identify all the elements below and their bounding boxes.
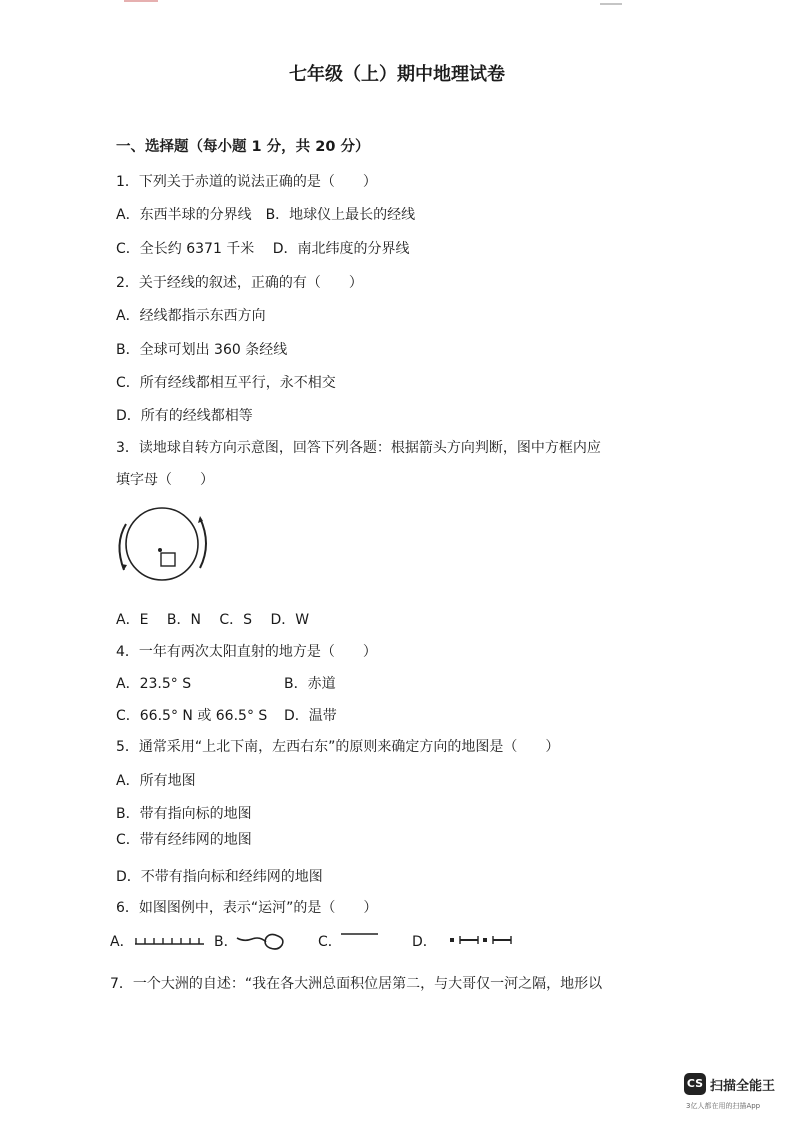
q3-stem-line2: 填字母（ ） xyxy=(116,472,214,488)
pole-dot xyxy=(158,548,162,552)
q5-option-d: D．不带有指向标和经纬网的地图 xyxy=(116,869,323,885)
earth-rotation-figure xyxy=(112,502,212,582)
answer-box xyxy=(161,553,175,566)
q2-option-b: B．全球可划出 360 条经线 xyxy=(116,342,288,358)
q1-options-row2: C．全长约 6371 千米 D．南北纬度的分界线 xyxy=(116,241,410,257)
plain-line-symbol-icon xyxy=(340,930,380,940)
q5-option-c: C．带有经纬网的地图 xyxy=(116,832,252,848)
q4-option-b: B．赤道 xyxy=(284,676,336,692)
scan-artifact-left xyxy=(124,0,158,2)
scanner-watermark xyxy=(684,1073,784,1113)
q4-option-c: C．66.5° N 或 66.5° S xyxy=(116,708,268,724)
river-lake-symbol-icon xyxy=(236,930,286,952)
q4-option-a: A．23.5° S xyxy=(116,676,192,692)
q3-stem-line1: 3．读地球自转方向示意图，回答下列各题：根据箭头方向判断，图中方框内应 xyxy=(116,440,601,456)
watermark-tagline: 3亿人都在用的扫描App xyxy=(686,1102,761,1110)
earth-circle xyxy=(126,508,198,580)
q1-stem: 1．下列关于赤道的说法正确的是（ ） xyxy=(116,174,377,190)
left-arc xyxy=(119,524,126,570)
q1-options-row1: A．东西半球的分界线 B．地球仪上最长的经线 xyxy=(116,207,416,223)
q6-legend-options xyxy=(110,928,530,954)
section-heading: 一、选择题（每小题 1 分，共 20 分） xyxy=(116,139,370,155)
q5-option-a: A．所有地图 xyxy=(116,773,196,789)
q2-option-a: A．经线都指示东西方向 xyxy=(116,308,266,324)
right-arc xyxy=(200,518,206,568)
boundary-symbol-icon xyxy=(448,934,516,946)
q6-label-c: C． xyxy=(318,934,342,950)
q6-label-b: B． xyxy=(214,934,238,950)
q6-label-a: A． xyxy=(110,934,134,950)
q6-label-d: D． xyxy=(412,934,437,950)
q5-stem: 5．通常采用“上北下南，左西右东”的原则来确定方向的地图是（ ） xyxy=(116,739,560,755)
scan-artifact-right xyxy=(600,3,622,5)
q2-stem: 2．关于经线的叙述，正确的有（ ） xyxy=(116,275,363,291)
camscanner-logo-icon: CS xyxy=(684,1073,706,1095)
q4-stem: 4．一年有两次太阳直射的地方是（ ） xyxy=(116,644,377,660)
q4-option-d: D．温带 xyxy=(284,708,337,724)
watermark-brand-name: 扫描全能王 xyxy=(710,1079,776,1094)
q2-option-c: C．所有经线都相互平行，永不相交 xyxy=(116,375,336,391)
q7-stem: 7．一个大洲的自述：“我在各大洲总面积位居第二，与大哥仅一河之隔，地形以 xyxy=(110,976,603,992)
q5-option-b: B．带有指向标的地图 xyxy=(116,806,252,822)
q6-stem: 6．如图图例中，表示“运河”的是（ ） xyxy=(116,900,378,916)
page-title: 七年级（上）期中地理试卷 xyxy=(289,64,505,85)
canal-symbol-icon xyxy=(134,934,206,946)
q3-options: A．E B．N C．S D．W xyxy=(116,612,310,628)
q2-option-d: D．所有的经线都相等 xyxy=(116,408,253,424)
